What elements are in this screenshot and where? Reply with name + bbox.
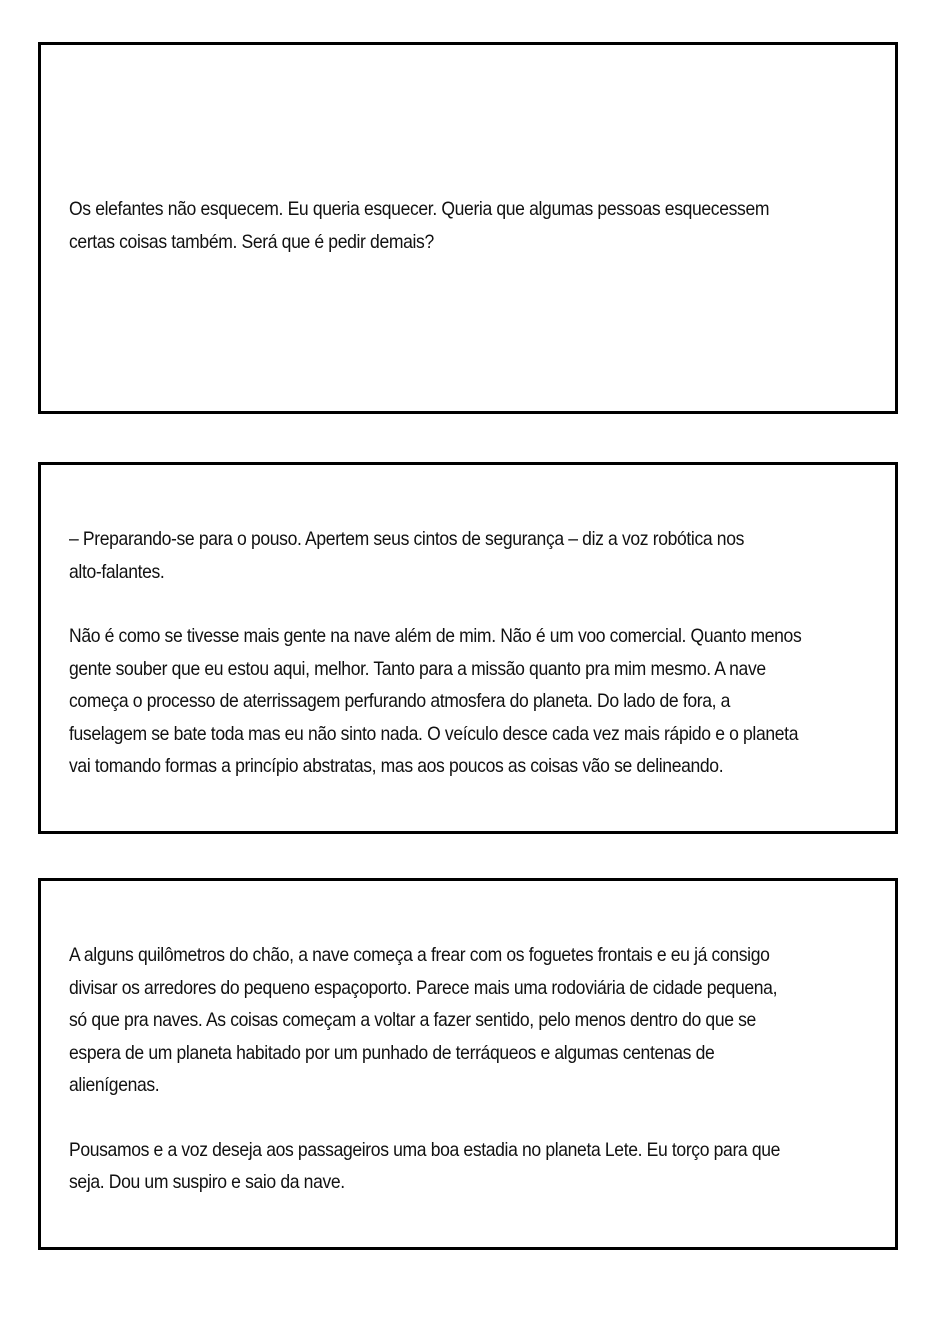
panel-3-text	[69, 939, 879, 1199]
panel-2-paragraph-1: – Preparando-se para o pouso. Apertem seus cintos de segurança – diz a voz robótica nos alto-falantes.	[69, 528, 745, 583]
panel-2-paragraph-2: Não é como se tivesse mais gente na nave além de mim. Não é um voo comercial. Quanto menos gente souber que eu estou aqui, melhor. Tanto para a missão quanto pra mim mesmo. A nave começa o processo de aterrissagem perfurando atmosfera do planeta. Do lado de fora, a fuselagem se bate toda mas eu não sinto nada. O veículo desce cada vez mais rápido e o planeta vai tomando formas a princípio abstratas, mas aos poucos as coisas vão se delineando.	[69, 625, 802, 777]
panel-3-paragraph-2: Pousamos e a voz deseja aos passageiros uma boa estadia no planeta Lete. Eu torço para que seja. Dou um suspiro e saio da nave.	[69, 1138, 781, 1193]
panel-1-paragraph-1: Os elefantes não esquecem. Eu queria esquecer. Queria que algumas pessoas esquecessem certas coisas também. Será que é pedir demais?	[69, 198, 770, 253]
panel-1-text	[69, 193, 879, 258]
panel-3-paragraph-1: A alguns quilômetros do chão, a nave começa a frear com os foguetes frontais e eu já consigo divisar os arredores do pequeno espaçoporto. Parece mais uma rodoviária de cidade pequena, só que pra naves. As coisas começam a voltar a fazer sentido, pelo menos dentro do que se espera de um planeta habitado por um punhado de terráqueos e algumas centenas de alienígenas.	[69, 944, 778, 1096]
story-panel-2	[38, 462, 898, 834]
panel-2-text	[69, 523, 879, 783]
story-panel-1	[38, 42, 898, 414]
story-panel-3	[38, 878, 898, 1250]
